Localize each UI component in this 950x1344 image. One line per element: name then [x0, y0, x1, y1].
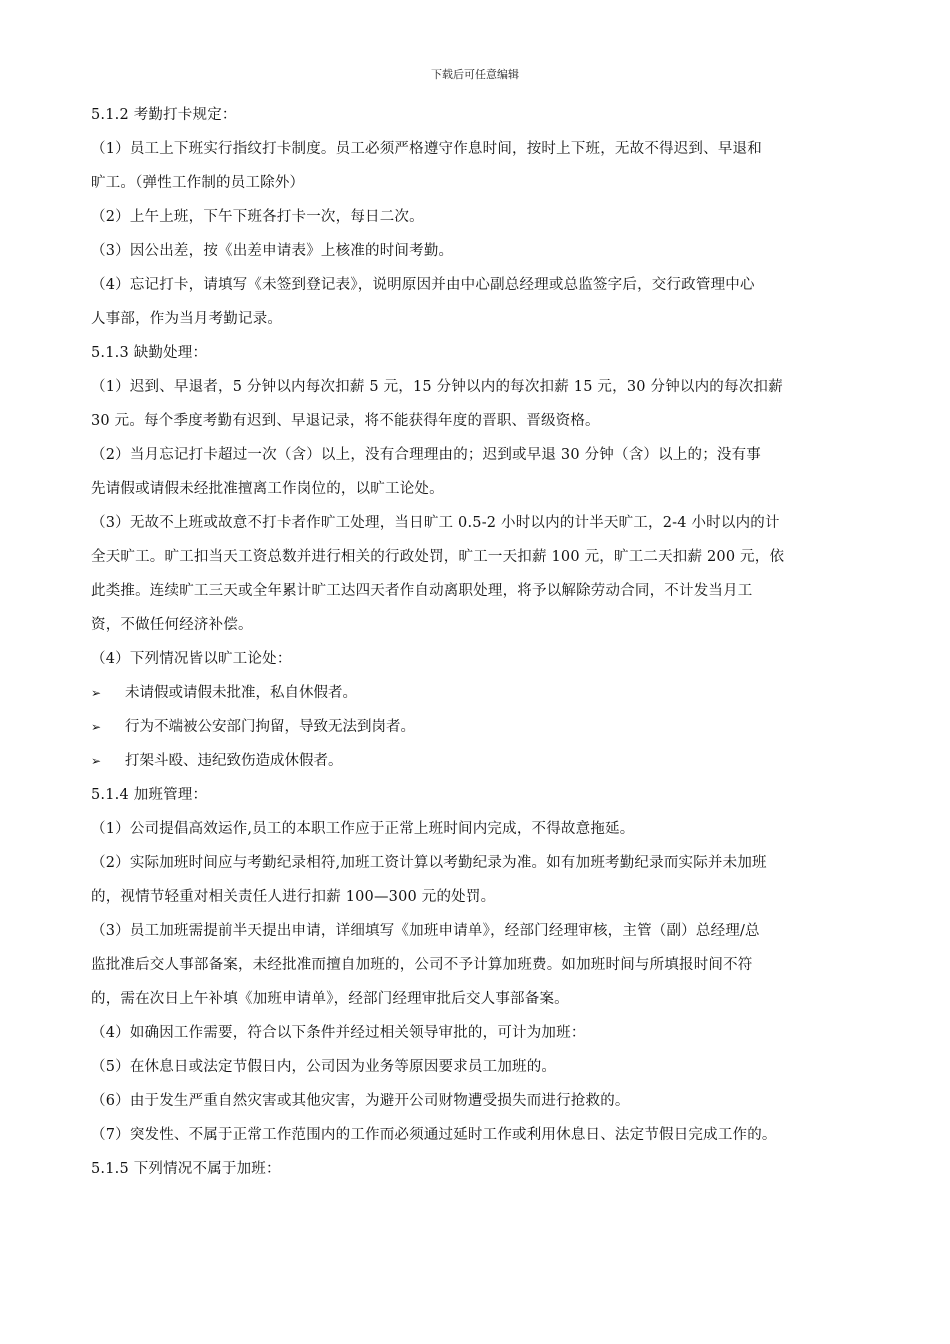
- paragraph-line: （1）公司提倡高效运作,员工的本职工作应于正常上班时间内完成，不得故意拖延。: [91, 821, 635, 837]
- section-heading: 5.1.2 考勤打卡规定：: [91, 107, 237, 123]
- bullet-item: [91, 744, 861, 778]
- paragraph-line: （2）实际加班时间应与考勤纪录相符,加班工资计算以考勤纪录为准。如有加班考勤纪录而实际并未加班: [91, 855, 767, 871]
- bullet-text: 未请假或请假未批准，私自休假者。: [125, 685, 357, 701]
- paragraph-line: 监批准后交人事部备案，未经批准而擅自加班的，公司不予计算加班费。如加班时间与所填报时间不符: [91, 957, 753, 973]
- page-header: 下载后可任意编辑: [431, 68, 519, 81]
- paragraph-line: （4）忘记打卡，请填写《未签到登记表》，说明原因并由中心副总经理或总监签字后，交行政管理中心: [91, 277, 755, 293]
- arrow-bullet-icon: ➢: [91, 686, 102, 700]
- paragraph-line: （5）在休息日或法定节假日内，公司因为业务等原因要求员工加班的。: [91, 1059, 557, 1075]
- paragraph-line: （3）因公出差，按《出差申请表》上核准的时间考勤。: [91, 243, 454, 259]
- paragraph-line: 的，视情节轻重对相关责任人进行扣薪 100—300 元的处罚。: [91, 889, 496, 905]
- paragraph-line: 资，不做任何经济补偿。: [91, 617, 253, 633]
- bullet-text: 打架斗殴、违纪致伤造成休假者。: [125, 753, 343, 769]
- arrow-bullet-icon: ➢: [91, 754, 102, 768]
- paragraph-line: 的，需在次日上午补填《加班申请单》，经部门经理审批后交人事部备案。: [91, 991, 569, 1007]
- paragraph-line: 30 元。每个季度考勤有迟到、早退记录，将不能获得年度的晋职、晋级资格。: [91, 413, 600, 429]
- paragraph-line: （4）如确因工作需要，符合以下条件并经过相关领导审批的，可计为加班：: [91, 1025, 586, 1041]
- arrow-bullet-icon: ➢: [91, 720, 102, 734]
- paragraph-line: （4）下列情况皆以旷工论处：: [91, 651, 292, 667]
- paragraph-line: （2）上午上班，下午下班各打卡一次，每日二次。: [91, 209, 424, 225]
- bullet-item: [91, 710, 861, 744]
- paragraph-line: （2）当月忘记打卡超过一次（含）以上，没有合理理由的；迟到或早退 30 分钟（含）以上的；没有事: [91, 447, 761, 463]
- section-heading: 5.1.5 下列情况不属于加班：: [91, 1161, 281, 1177]
- paragraph-line: （6）由于发生严重自然灾害或其他灾害，为避开公司财物遭受损失而进行抢救的。: [91, 1093, 630, 1109]
- paragraph-line: 旷工。（弹性工作制的员工除外）: [91, 175, 305, 191]
- section-heading: 5.1.4 加班管理：: [91, 787, 208, 803]
- document-body: [91, 98, 861, 1186]
- paragraph-line: （1）迟到、早退者，5 分钟以内每次扣薪 5 元，15 分钟以内的每次扣薪 15 元，30 分钟以内的每次扣薪: [91, 379, 783, 395]
- paragraph-line: （3）员工加班需提前半天提出申请，详细填写《加班申请单》，经部门经理审核，主管（副）总经理/总: [91, 923, 760, 939]
- paragraph-line: 人事部，作为当月考勤记录。: [91, 311, 283, 327]
- bullet-item: [91, 676, 861, 710]
- bullet-text: 行为不端被公安部门拘留，导致无法到岗者。: [125, 719, 415, 735]
- paragraph-line: （1）员工上下班实行指纹打卡制度。员工必须严格遵守作息时间，按时上下班，无故不得迟到、早退和: [91, 141, 762, 157]
- section-heading: 5.1.3 缺勤处理：: [91, 345, 208, 361]
- paragraph-line: （3）无故不上班或故意不打卡者作旷工处理，当日旷工 0.5-2 小时以内的计半天旷工，2-4 小时以内的计: [91, 515, 780, 531]
- paragraph-line: 先请假或请假未经批准擅离工作岗位的，以旷工论处。: [91, 481, 444, 497]
- paragraph-line: 全天旷工。旷工扣当天工资总数并进行相关的行政处罚，旷工一天扣薪 100 元，旷工二天扣薪 200 元，依: [91, 549, 785, 565]
- paragraph-line: 此类推。连续旷工三天或全年累计旷工达四天者作自动离职处理，将予以解除劳动合同，不计发当月工: [91, 583, 753, 599]
- paragraph-line: （7）突发性、不属于正常工作范围内的工作而必须通过延时工作或利用休息日、法定节假日完成工作的。: [91, 1127, 777, 1143]
